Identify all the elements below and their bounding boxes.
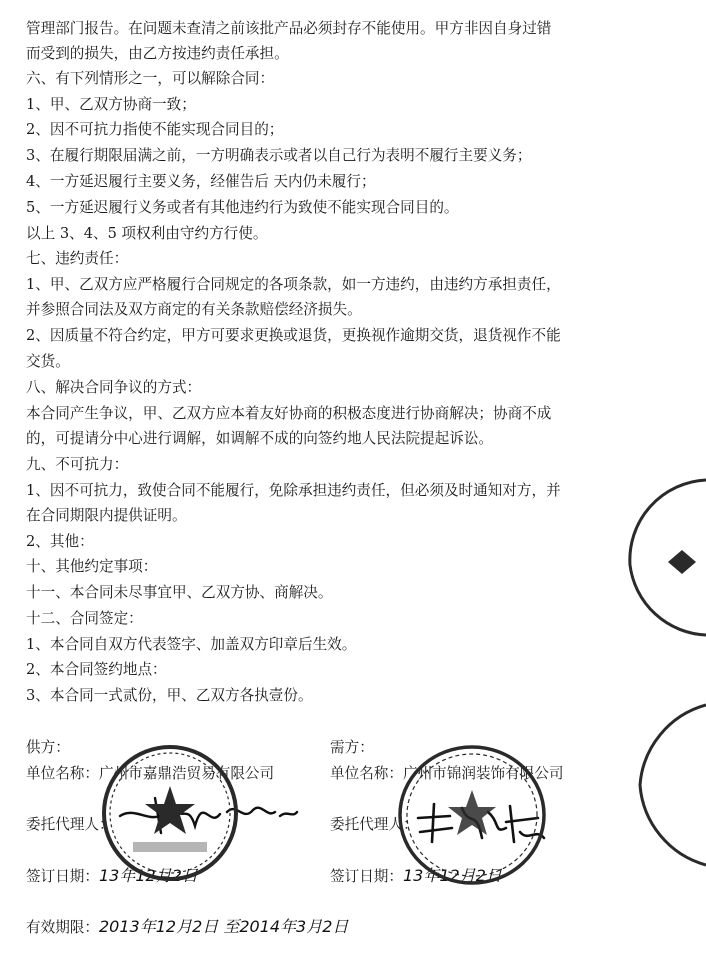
validity-label: 有效期限： xyxy=(26,919,99,936)
supplier-heading: 供方： xyxy=(26,739,70,756)
clause-line: 2、其他： xyxy=(26,533,94,550)
section-heading: 八、解决合同争议的方式： xyxy=(26,379,202,396)
supplier-date-row xyxy=(26,866,198,887)
section-heading: 十、其他约定事项： xyxy=(26,558,158,575)
supplier-unit-row xyxy=(26,764,274,784)
clause-line: 3、本合同一式贰份，甲、乙双方各执壹份。 xyxy=(26,687,313,704)
buyer-date-row xyxy=(330,866,502,887)
supplier-handwritten-signature xyxy=(115,788,300,838)
section-heading: 十二、合同签定： xyxy=(26,610,143,627)
clause-line: 2、本合同签约地点： xyxy=(26,661,167,678)
clause-line: 管理部门报告。在问题未查清之前该批产品必须封存不能使用。甲方非因自身过错 xyxy=(26,20,552,37)
clause-line: 并参照合同法及双方商定的有关条款赔偿经济损失。 xyxy=(26,301,362,318)
buyer-unit-value: 广州市锦润装饰有限公司 xyxy=(402,765,564,782)
section-heading: 六、有下列情形之一，可以解除合同： xyxy=(26,70,275,87)
buyer-date-label: 签订日期： xyxy=(330,868,403,885)
cross-page-seal-fragment xyxy=(632,700,706,870)
clause-line: 1、甲、乙双方协商一致； xyxy=(26,96,196,113)
supplier-unit-value: 广州市嘉鼎浩贸易有限公司 xyxy=(98,765,275,782)
clause-line: 1、甲、乙双方应严格履行合同规定的各项条款，如一方违约，由违约方承担责任， xyxy=(26,276,561,293)
clause-line: 1、因不可抗力，致使合同不能履行，免除承担违约责任，但必须及时通知对方，并 xyxy=(26,482,561,499)
clause-line: 本合同产生争议，甲、乙双方应本着友好协商的积极态度进行协商解决；协商不成 xyxy=(26,405,552,422)
supplier-date-value: 13年12月2日 xyxy=(98,866,198,885)
clause-line: 交货。 xyxy=(26,353,70,370)
supplier-date-label: 签订日期： xyxy=(26,868,99,885)
supplier-agent-label: 委托代理人： xyxy=(26,816,114,833)
buyer-unit-label: 单位名称： xyxy=(330,765,403,782)
buyer-date-value: 13年12月2日 xyxy=(402,866,502,885)
clause-line: 在合同期限内提供证明。 xyxy=(26,507,187,524)
clause-line: 3、在履行期限届满之前，一方明确表示或者以自己行为表明不履行主要义务； xyxy=(26,147,532,164)
clause-line: 5、一方延迟履行义务或者有其他违约行为致使不能实现合同目的。 xyxy=(26,199,459,216)
clause-line: 以上 3、4、5 项权利由守约方行使。 xyxy=(26,225,268,242)
buyer-handwritten-signature xyxy=(410,798,550,848)
section-heading: 九、不可抗力： xyxy=(26,456,129,473)
clause-line: 的，可提请分中心进行调解，如调解不成的向签约地人民法院提起诉讼。 xyxy=(26,430,494,447)
clause-line: 2、因不可抗力指使不能实现合同目的； xyxy=(26,121,284,138)
section-heading: 七、违约责任： xyxy=(26,250,129,267)
clause-line: 4、一方延迟履行主要义务，经催告后 天内仍未履行； xyxy=(26,173,376,190)
validity-value: 2013年12月2日 至2014年3月2日 xyxy=(98,917,349,936)
buyer-heading: 需方： xyxy=(330,739,374,756)
clause-line: 2、因质量不符合约定，甲方可要求更换或退货，更换视作逾期交货，退货视作不能 xyxy=(26,327,561,344)
buyer-unit-row xyxy=(330,764,564,784)
clause-line: 1、本合同自双方代表签字、加盖双方印章后生效。 xyxy=(26,636,357,653)
supplier-unit-label: 单位名称： xyxy=(26,765,99,782)
buyer-agent-label: 委托代理人： xyxy=(330,816,418,833)
clause-line: 而受到的损失，由乙方按违约责任承担。 xyxy=(26,45,289,62)
validity-row xyxy=(26,917,348,938)
clause-line: 十一、本合同未尽事宜甲、乙双方协、商解决。 xyxy=(26,584,333,601)
